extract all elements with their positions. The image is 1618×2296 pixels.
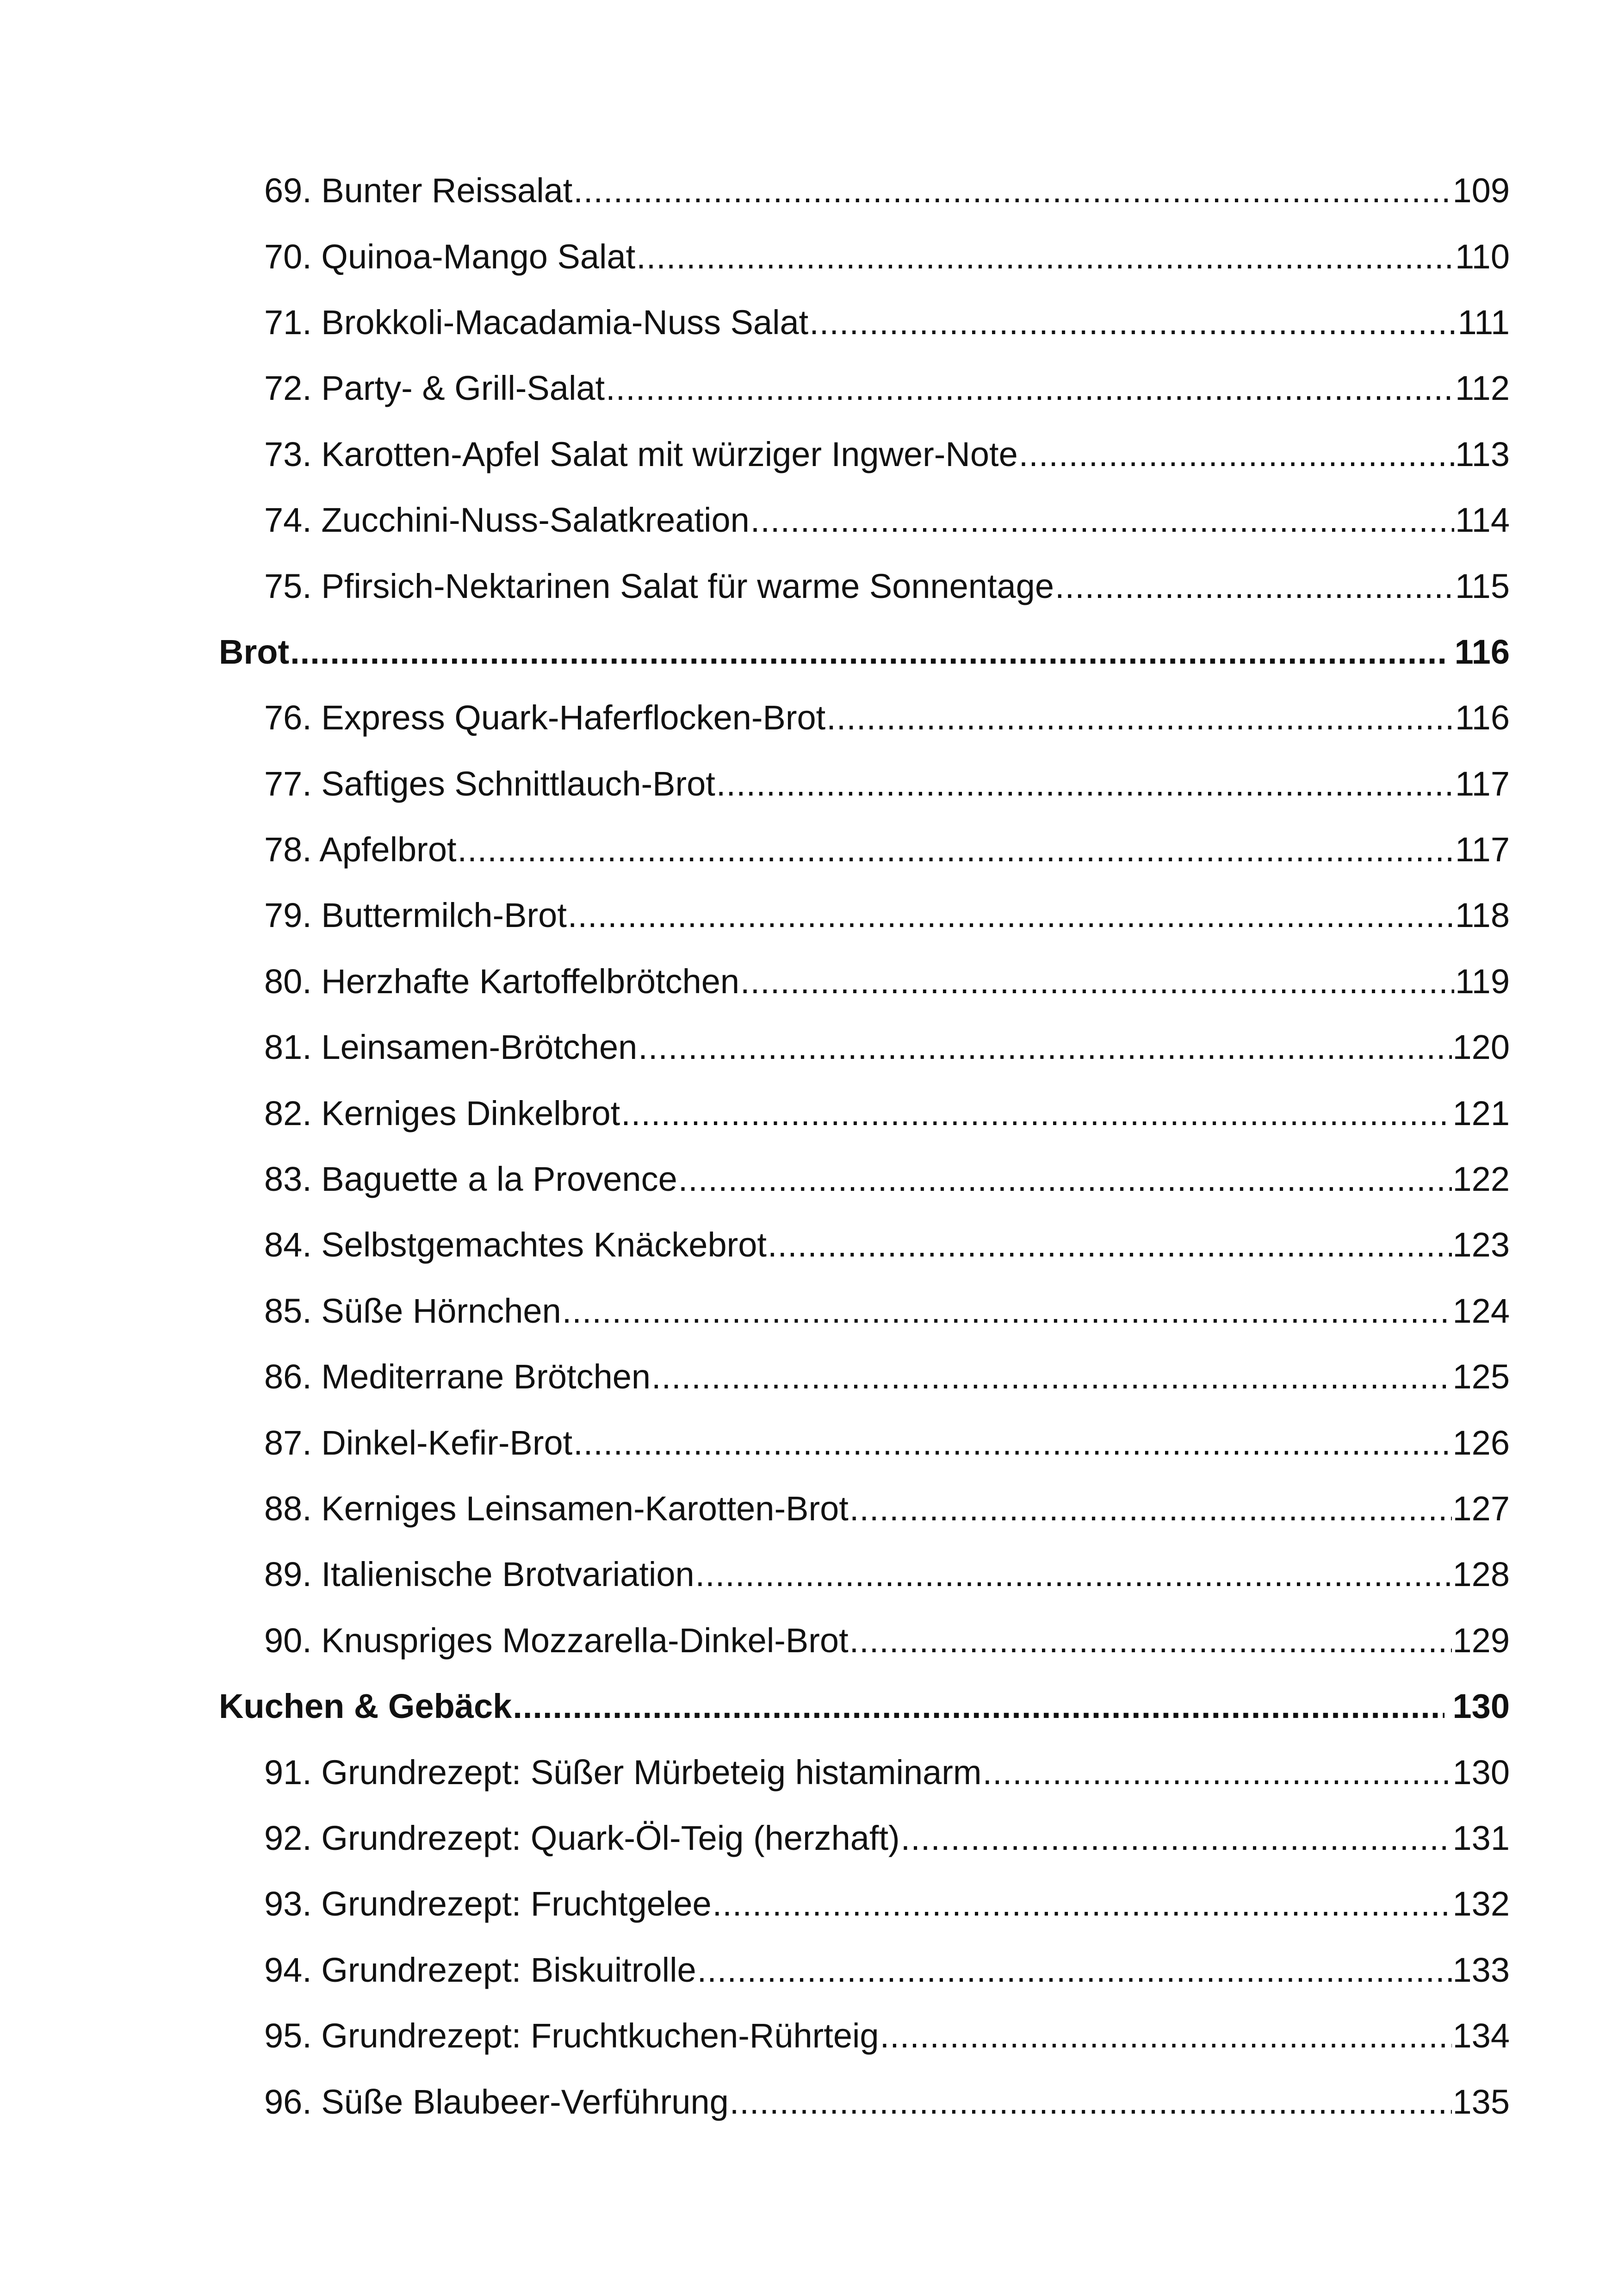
toc-entry[interactable] (0, 158, 1618, 224)
entry-title: 95. Grundrezept: Fruchtkuchen-Rührteig (264, 2016, 879, 2055)
toc-line (264, 1410, 1510, 1475)
page-number: 130 (1452, 1753, 1510, 1792)
entry-title: 78. Apfelbrot (264, 830, 457, 869)
toc-line (264, 1542, 1510, 1607)
dot-leader (697, 1953, 1452, 1987)
entry-title: 77. Saftiges Schnittlauch-Brot (264, 764, 715, 803)
page-number: 114 (1455, 501, 1510, 540)
entry-title: 87. Dinkel-Kefir-Brot (264, 1423, 573, 1462)
entry-title: 83. Baguette a la Provence (264, 1160, 677, 1199)
dot-leader (695, 1557, 1452, 1592)
dot-leader (562, 1294, 1452, 1328)
page-number: 126 (1452, 1423, 1510, 1462)
dot-leader (678, 1162, 1452, 1196)
dot-leader (573, 1426, 1451, 1460)
page-number: 130 (1452, 1687, 1510, 1726)
toc-line (264, 883, 1510, 948)
page-number: 124 (1452, 1291, 1510, 1330)
section-title: Brot (219, 632, 290, 671)
entry-title: 82. Kerniges Dinkelbrot (264, 1094, 620, 1132)
toc-entry[interactable] (0, 1871, 1618, 1937)
page-number: 134 (1452, 2016, 1510, 2055)
entry-title: 75. Pfirsich-Nektarinen Salat für warme Sonnentage (264, 566, 1054, 605)
dot-leader (740, 964, 1454, 999)
toc-entry[interactable] (0, 1476, 1618, 1542)
toc-entry[interactable] (0, 1410, 1618, 1475)
toc-entry[interactable] (0, 355, 1618, 421)
dot-leader (716, 767, 1454, 801)
entry-title: 93. Grundrezept: Fruchtgelee (264, 1885, 712, 1923)
entry-title: 92. Grundrezept: Quark-Öl-Teig (herzhaft) (264, 1818, 900, 1857)
entry-title: 80. Herzhafte Kartoffelbrötchen (264, 962, 740, 1001)
page-number: 123 (1452, 1226, 1510, 1264)
toc-section-heading[interactable] (0, 1674, 1618, 1739)
page-number: 116 (1454, 632, 1510, 671)
dot-leader (290, 635, 1446, 669)
dot-leader (651, 1360, 1452, 1394)
page-number: 120 (1452, 1028, 1510, 1067)
toc-entry[interactable] (0, 751, 1618, 817)
toc-line (264, 158, 1510, 224)
entry-title: 70. Quinoa-Mango Salat (264, 237, 636, 276)
toc-line (264, 1080, 1510, 1146)
page-number: 128 (1452, 1555, 1510, 1594)
toc-entry[interactable] (0, 422, 1618, 487)
toc-line (264, 2069, 1510, 2134)
dot-leader (750, 503, 1454, 537)
section-title: Kuchen & Gebäck (219, 1687, 512, 1726)
toc-line (264, 685, 1510, 751)
dot-leader (513, 1689, 1444, 1724)
page-number: 112 (1455, 369, 1510, 408)
toc-line (264, 355, 1510, 421)
page-number: 116 (1455, 698, 1510, 737)
page-number: 129 (1452, 1621, 1510, 1660)
dot-leader (849, 1624, 1452, 1658)
toc-line (264, 1805, 1510, 1871)
toc-section-heading[interactable] (0, 619, 1618, 685)
page-number: 127 (1452, 1489, 1510, 1528)
dot-leader (983, 1755, 1452, 1790)
entry-title: 89. Italienische Brotvariation (264, 1555, 694, 1594)
toc-line (264, 817, 1510, 883)
entry-title: 72. Party- & Grill-Salat (264, 369, 605, 408)
toc-entry[interactable] (0, 817, 1618, 883)
toc-entry[interactable] (0, 1937, 1618, 2003)
toc-entry[interactable] (0, 1608, 1618, 1674)
dot-leader (713, 1887, 1452, 1921)
dot-leader (880, 2019, 1452, 2053)
toc-line (264, 487, 1510, 553)
dot-leader (901, 1821, 1452, 1855)
toc-line (264, 751, 1510, 817)
page-number: 131 (1452, 1818, 1510, 1857)
page-number: 111 (1457, 303, 1510, 342)
toc-line (264, 2003, 1510, 2069)
dot-leader (568, 898, 1454, 933)
entry-title: 85. Süße Hörnchen (264, 1291, 561, 1330)
toc-entry[interactable] (0, 883, 1618, 948)
toc-entry[interactable] (0, 2003, 1618, 2069)
toc-line (264, 224, 1510, 289)
dot-leader (730, 2085, 1452, 2119)
toc-line (264, 1937, 1510, 2003)
toc-line (264, 553, 1510, 619)
page-number: 113 (1455, 435, 1510, 473)
toc-entry[interactable] (0, 949, 1618, 1014)
toc-line (264, 290, 1510, 355)
dot-leader (849, 1492, 1452, 1526)
toc-line (264, 1344, 1510, 1410)
toc-line (264, 1278, 1510, 1344)
toc-entry[interactable] (0, 2069, 1618, 2134)
entry-title: 69. Bunter Reissalat (264, 171, 573, 210)
page-number: 125 (1452, 1357, 1510, 1396)
dot-leader (1019, 437, 1454, 472)
entry-title: 79. Buttermilch-Brot (264, 896, 567, 935)
toc-line (264, 1146, 1510, 1212)
toc-line (264, 1871, 1510, 1937)
dot-leader (573, 174, 1451, 208)
toc-entry[interactable] (0, 553, 1618, 619)
toc-entry[interactable] (0, 1739, 1618, 1805)
toc-entry[interactable] (0, 224, 1618, 289)
page-number: 119 (1455, 962, 1510, 1001)
entry-title: 76. Express Quark-Haferflocken-Brot (264, 698, 826, 737)
toc-line (264, 1212, 1510, 1278)
entry-title: 73. Karotten-Apfel Salat mit würziger Ingwer-Note (264, 435, 1018, 473)
dot-leader (621, 1096, 1451, 1131)
toc-entry[interactable] (0, 1278, 1618, 1344)
entry-title: 74. Zucchini-Nuss-Salatkreation (264, 501, 750, 540)
toc-line (264, 1739, 1510, 1805)
toc-line (264, 1476, 1510, 1542)
entry-title: 94. Grundrezept: Biskuitrolle (264, 1950, 696, 1989)
page-number: 118 (1455, 896, 1510, 935)
entry-title: 88. Kerniges Leinsamen-Karotten-Brot (264, 1489, 849, 1528)
page-number: 117 (1455, 830, 1510, 869)
dot-leader (809, 305, 1457, 340)
table-of-contents (0, 158, 1618, 2135)
toc-line (264, 1014, 1510, 1080)
toc-entry[interactable] (0, 1542, 1618, 1607)
page-number: 122 (1452, 1160, 1510, 1199)
dot-leader (636, 240, 1454, 274)
entry-title: 81. Leinsamen-Brötchen (264, 1028, 638, 1067)
dot-leader (1055, 569, 1454, 604)
dot-leader (826, 701, 1454, 735)
entry-title: 71. Brokkoli-Macadamia-Nuss Salat (264, 303, 809, 342)
toc-line (264, 949, 1510, 1014)
entry-title: 86. Mediterrane Brötchen (264, 1357, 651, 1396)
toc-entry[interactable] (0, 290, 1618, 355)
page-number: 109 (1452, 171, 1510, 210)
dot-leader (606, 371, 1454, 405)
page-number: 133 (1452, 1950, 1510, 1989)
dot-leader (458, 833, 1454, 867)
dot-leader (638, 1030, 1451, 1064)
entry-title: 90. Knuspriges Mozzarella-Dinkel-Brot (264, 1621, 849, 1660)
page-number: 132 (1452, 1885, 1510, 1923)
entry-title: 91. Grundrezept: Süßer Mürbeteig histaminarm (264, 1753, 982, 1792)
toc-entry[interactable] (0, 1212, 1618, 1278)
page-number: 121 (1452, 1094, 1510, 1132)
page-number: 115 (1455, 566, 1510, 605)
toc-entry[interactable] (0, 487, 1618, 553)
entry-title: 84. Selbstgemachtes Knäckebrot (264, 1226, 767, 1264)
dot-leader (768, 1228, 1452, 1262)
toc-line (264, 1608, 1510, 1674)
page-number: 135 (1452, 2082, 1510, 2121)
toc-entry[interactable] (0, 1080, 1618, 1146)
page-number: 110 (1455, 237, 1510, 276)
toc-entry[interactable] (0, 1014, 1618, 1080)
toc-line (264, 422, 1510, 487)
toc-entry[interactable] (0, 1146, 1618, 1212)
toc-line (219, 619, 1510, 685)
entry-title: 96. Süße Blaubeer-Verführung (264, 2082, 729, 2121)
toc-entry[interactable] (0, 685, 1618, 751)
toc-entry[interactable] (0, 1344, 1618, 1410)
toc-line (219, 1674, 1510, 1739)
page-number: 117 (1455, 764, 1510, 803)
toc-entry[interactable] (0, 1805, 1618, 1871)
